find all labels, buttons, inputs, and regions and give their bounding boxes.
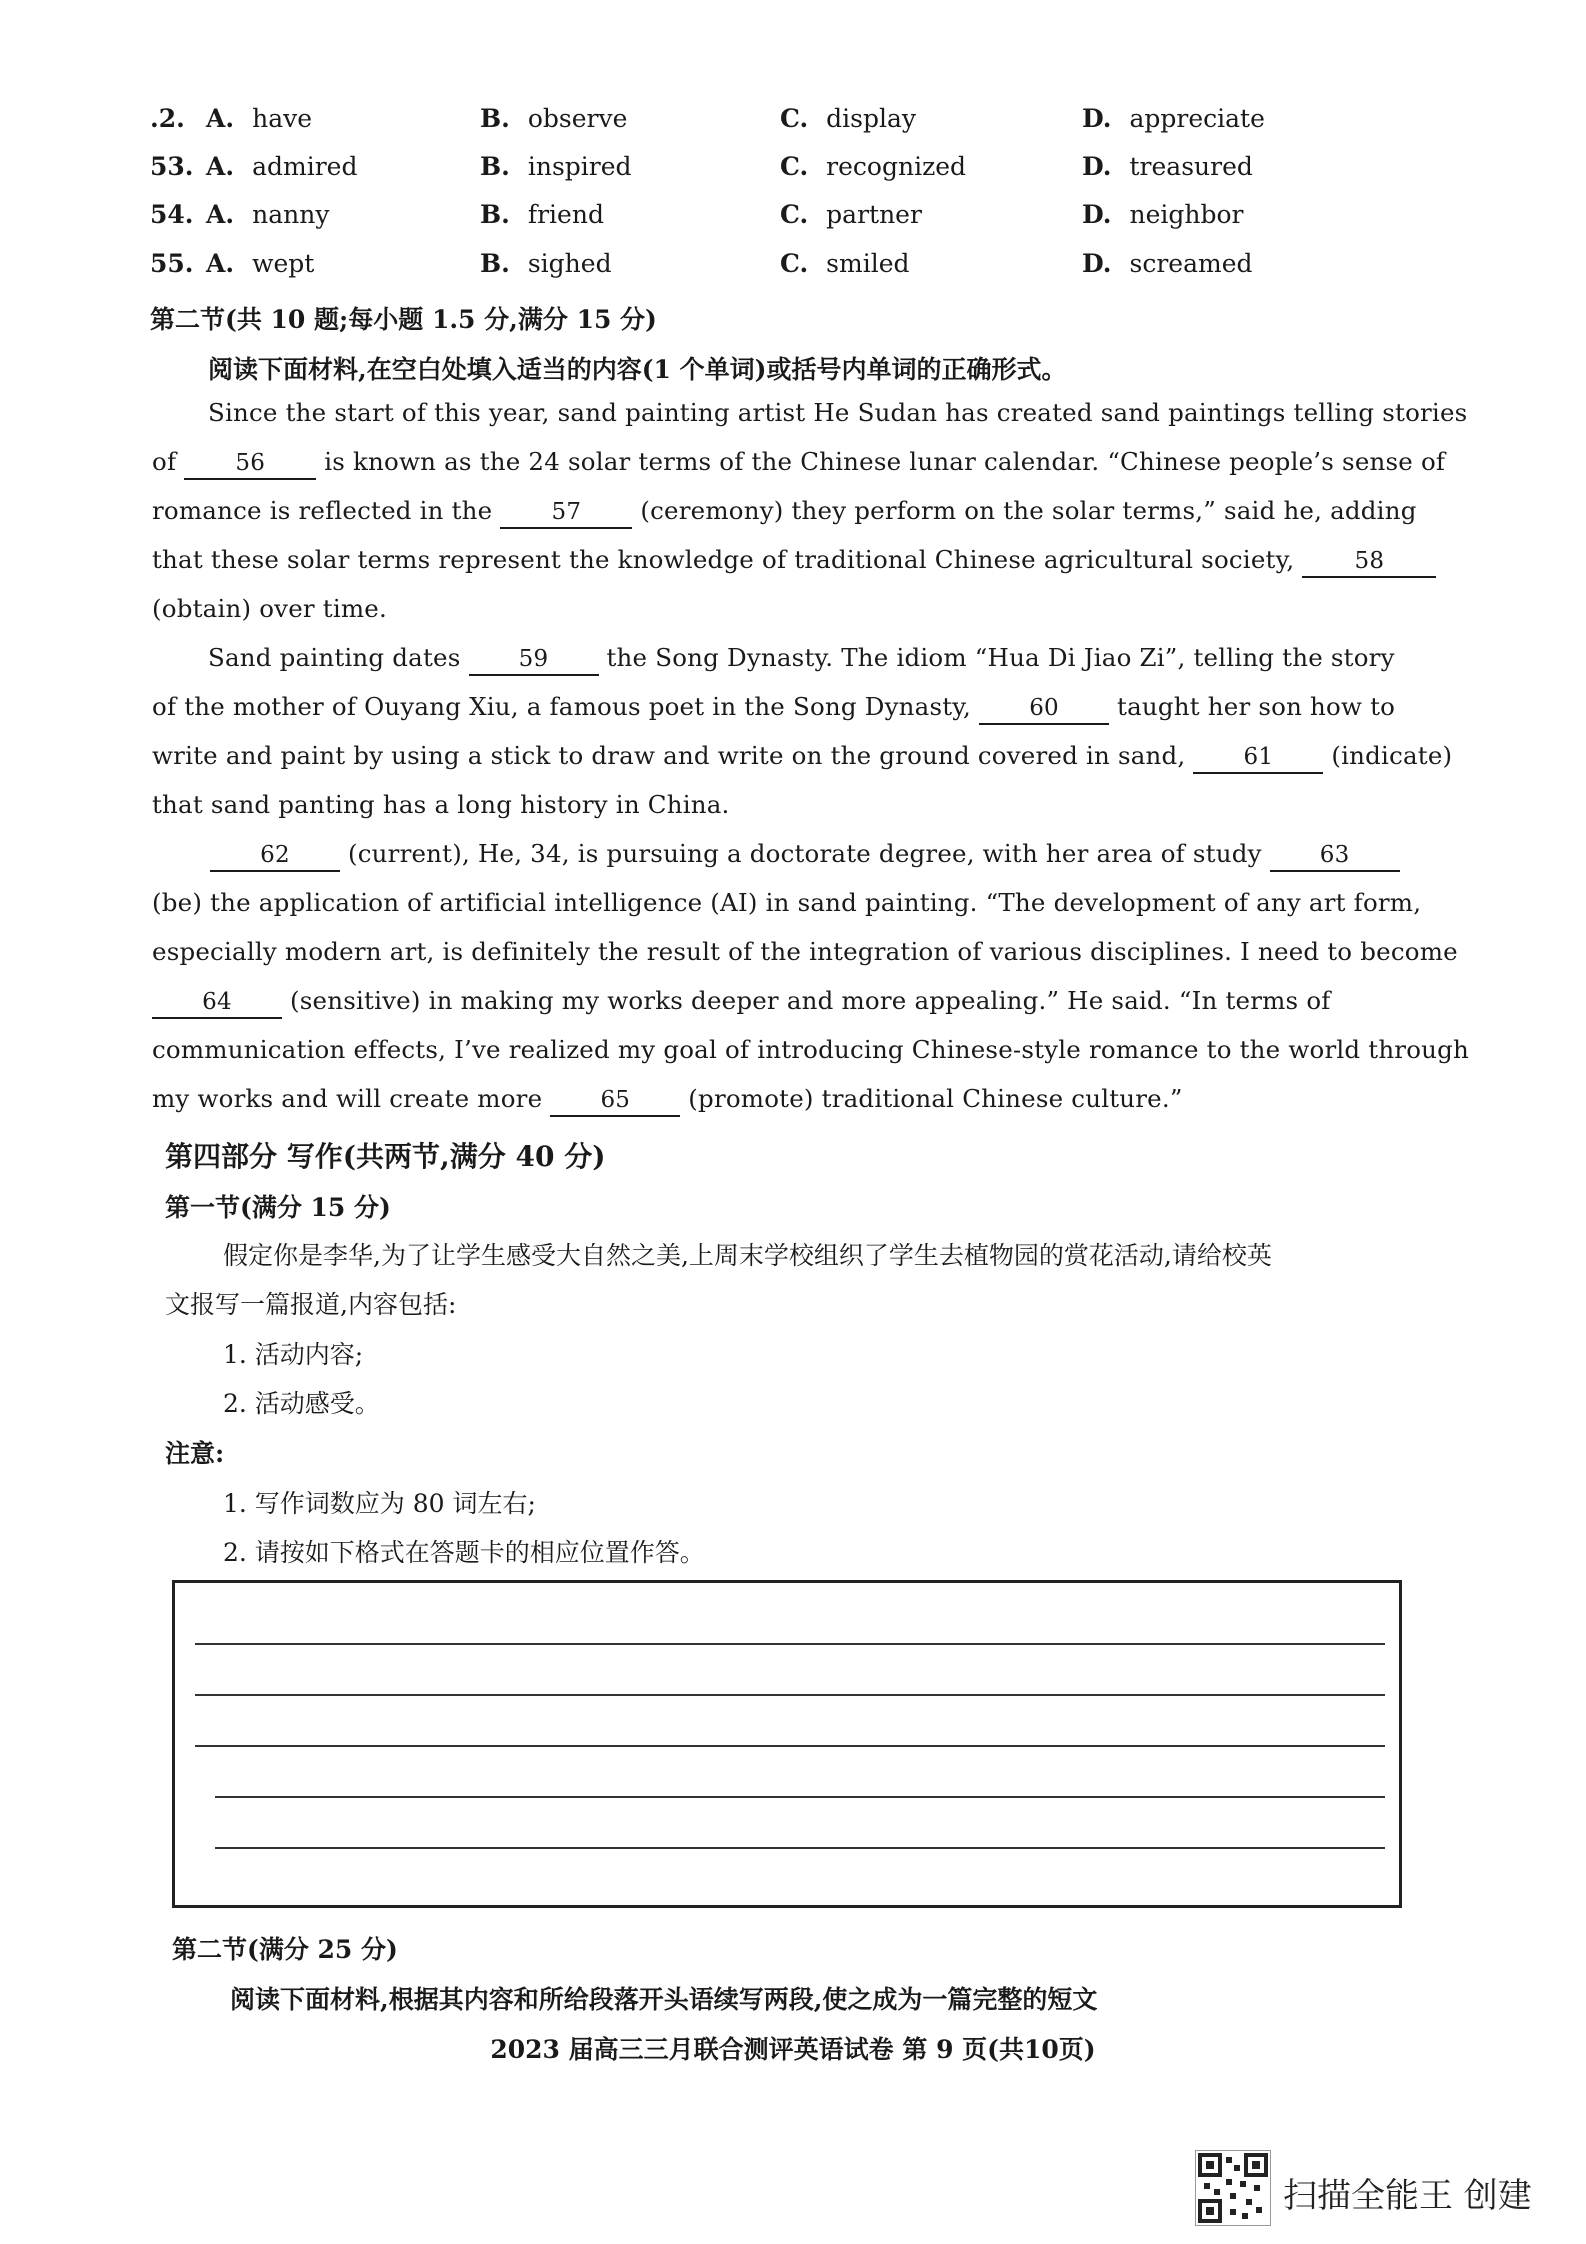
passage-line: my works and will create more 65 (promote) traditional Chinese culture.” bbox=[152, 1074, 1183, 1123]
passage-line: (obtain) over time. bbox=[152, 594, 387, 623]
subsection-title: 第一节(满分 15 分) bbox=[165, 1193, 391, 1222]
option-c: C. smiled bbox=[780, 249, 910, 278]
answer-box[interactable] bbox=[172, 1580, 1402, 1908]
option-a: A. have bbox=[206, 104, 313, 133]
subsection-title: 第二节(满分 25 分) bbox=[172, 1935, 398, 1964]
scanner-watermark bbox=[1195, 2150, 1585, 2230]
passage-line: that these solar terms represent the knowledge of traditional Chinese agricultural society, 58 bbox=[152, 535, 1436, 584]
question-number: 55. bbox=[150, 249, 194, 278]
option-row-54 bbox=[150, 200, 1400, 240]
passage-line: especially modern art, is definitely the result of the integration of various disciplines. I need to become bbox=[152, 937, 1458, 966]
passage-line: write and paint by using a stick to draw and write on the ground covered in sand, 61 (indicate) bbox=[152, 731, 1452, 780]
option-b: B. observe bbox=[480, 104, 628, 133]
note-item: 1. 写作词数应为 80 词左右; bbox=[223, 1489, 536, 1518]
option-d: D. screamed bbox=[1082, 249, 1253, 278]
writing-line bbox=[195, 1694, 1385, 1696]
option-c: C. recognized bbox=[780, 152, 967, 181]
passage-line: romance is reflected in the 57 (ceremony) they perform on the solar terms,” said he, adding bbox=[152, 486, 1417, 535]
blank-57[interactable]: 57 bbox=[500, 497, 632, 529]
prompt-text: 文报写一篇报道,内容包括: bbox=[165, 1290, 457, 1319]
page-footer: 2023 届高三三月联合测评英语试卷 第 9 页(共10页) bbox=[490, 2035, 1096, 2064]
prompt-text: 阅读下面材料,根据其内容和所给段落开头语续写两段,使之成为一篇完整的短文 bbox=[230, 1985, 1098, 2014]
blank-64[interactable]: 64 bbox=[152, 987, 282, 1019]
blank-65[interactable]: 65 bbox=[550, 1085, 680, 1117]
option-row-52 bbox=[150, 104, 1400, 144]
option-d: D. treasured bbox=[1082, 152, 1253, 181]
option-d: D. neighbor bbox=[1082, 200, 1244, 229]
qr-code-icon bbox=[1195, 2150, 1271, 2226]
blank-62[interactable]: 62 bbox=[210, 840, 340, 872]
question-number: 53. bbox=[150, 152, 194, 181]
option-row-55 bbox=[150, 249, 1400, 289]
option-d: D. appreciate bbox=[1082, 104, 1265, 133]
passage-line: (be) the application of artificial intelligence (AI) in sand painting. “The development of any art form, bbox=[152, 888, 1422, 917]
section-instruction: 阅读下面材料,在空白处填入适当的内容(1 个单词)或括号内单词的正确形式。 bbox=[208, 355, 1067, 384]
writing-line bbox=[215, 1847, 1385, 1849]
option-a: A. nanny bbox=[206, 200, 330, 229]
option-c: C. partner bbox=[780, 200, 922, 229]
note-item: 2. 请按如下格式在答题卡的相应位置作答。 bbox=[223, 1538, 705, 1567]
passage-line: of the mother of Ouyang Xiu, a famous poet in the Song Dynasty, 60 taught her son how to bbox=[152, 682, 1395, 731]
passage-line: Sand painting dates 59 the Song Dynasty. The idiom “Hua Di Jiao Zi”, telling the story bbox=[208, 633, 1395, 682]
prompt-item: 2. 活动感受。 bbox=[223, 1389, 380, 1418]
prompt-item: 1. 活动内容; bbox=[223, 1340, 364, 1369]
passage-line: communication effects, I’ve realized my goal of introducing Chinese-style romance to the world through bbox=[152, 1035, 1470, 1064]
passage-line: that sand panting has a long history in China. bbox=[152, 790, 730, 819]
blank-56[interactable]: 56 bbox=[184, 448, 316, 480]
writing-line bbox=[195, 1643, 1385, 1645]
passage-line: 62 (current), He, 34, is pursuing a doctorate degree, with her area of study 63 bbox=[210, 829, 1400, 878]
blank-61[interactable]: 61 bbox=[1193, 742, 1323, 774]
blank-63[interactable]: 63 bbox=[1270, 840, 1400, 872]
option-b: B. friend bbox=[480, 200, 604, 229]
part-title: 第四部分 写作(共两节,满分 40 分) bbox=[165, 1140, 606, 1173]
option-b: B. inspired bbox=[480, 152, 632, 181]
blank-60[interactable]: 60 bbox=[979, 693, 1109, 725]
writing-line bbox=[195, 1745, 1385, 1747]
option-c: C. display bbox=[780, 104, 917, 133]
passage-line: 64 (sensitive) in making my works deeper and more appealing.” He said. “In terms of bbox=[152, 976, 1331, 1025]
blank-59[interactable]: 59 bbox=[469, 644, 599, 676]
writing-line bbox=[215, 1796, 1385, 1798]
option-row-53 bbox=[150, 152, 1400, 192]
option-a: A. wept bbox=[206, 249, 315, 278]
prompt-text: 假定你是李华,为了让学生感受大自然之美,上周末学校组织了学生去植物园的赏花活动,请给校英 bbox=[223, 1241, 1272, 1270]
passage-line: Since the start of this year, sand painting artist He Sudan has created sand paintings telling stories bbox=[208, 398, 1468, 427]
scanner-label: 扫描全能王 创建 bbox=[1283, 2176, 1532, 2216]
passage-line: of 56 is known as the 24 solar terms of the Chinese lunar calendar. “Chinese people’s sense of bbox=[152, 437, 1445, 486]
question-number: 54. bbox=[150, 200, 194, 229]
option-a: A. admired bbox=[206, 152, 358, 181]
section-title: 第二节(共 10 题;每小题 1.5 分,满分 15 分) bbox=[150, 305, 657, 334]
blank-58[interactable]: 58 bbox=[1302, 546, 1436, 578]
note-title: 注意: bbox=[165, 1439, 225, 1468]
question-number: .2. bbox=[150, 104, 185, 133]
option-b: B. sighed bbox=[480, 249, 612, 278]
